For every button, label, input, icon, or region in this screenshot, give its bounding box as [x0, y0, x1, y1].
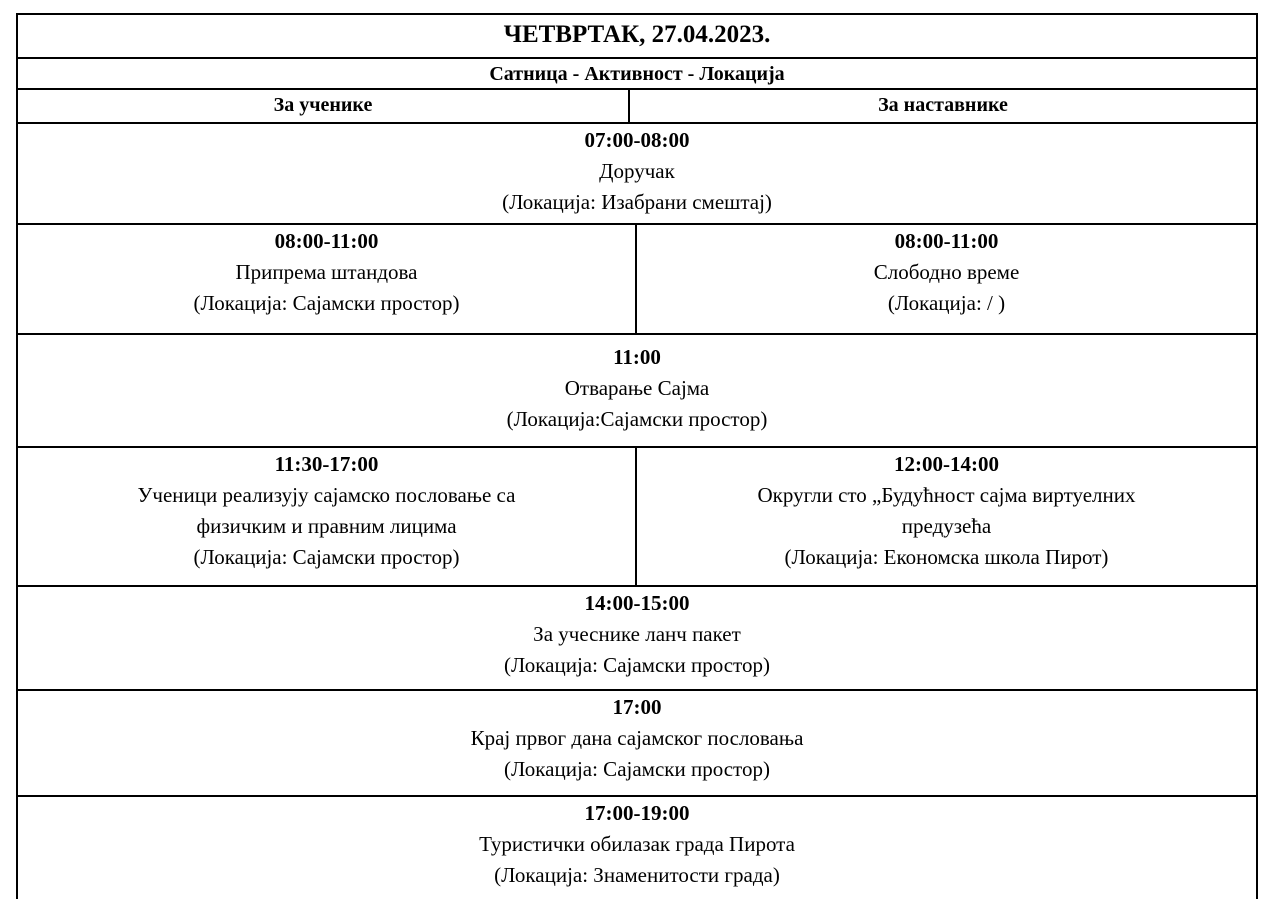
schedule-cell	[18, 797, 1256, 901]
location-text: (Локација: Економска школа Пирот)	[784, 545, 1109, 569]
location-text: (Локација: Сајамски простор)	[193, 545, 460, 569]
location-text: (Локација: Сајамски простор)	[504, 757, 770, 781]
schedule-cell	[18, 587, 1256, 689]
location-text: (Локација: Сајамски простор)	[504, 653, 770, 677]
schedule-row	[18, 124, 1256, 225]
column-header-row	[18, 90, 1256, 124]
schedule-row-split	[18, 448, 1256, 587]
activity-text-line2: предузећа	[901, 514, 992, 538]
subtitle-row	[18, 59, 1256, 90]
time-slot: 17:00-19:00	[584, 801, 690, 825]
time-slot: 11:30-17:00	[274, 452, 379, 476]
time-slot: 11:00	[613, 345, 661, 369]
schedule-row	[18, 691, 1256, 797]
schedule-row	[18, 587, 1256, 691]
teachers-cell	[637, 448, 1256, 585]
activity-text: Туристички обилазак града Пирота	[479, 832, 795, 856]
activity-text: За учеснике ланч пакет	[533, 622, 741, 646]
activity-text-line1: Ученици реализују сајамско пословање са	[137, 483, 516, 507]
column-header-teachers-label: За наставнике	[878, 94, 1008, 116]
title-cell	[18, 15, 1256, 57]
schedule-row	[18, 797, 1256, 901]
time-slot: 14:00-15:00	[584, 591, 690, 615]
page-title: ЧЕТВРТАК, 27.04.2023.	[503, 21, 771, 48]
location-text: (Локација: Сајамски простор)	[193, 291, 460, 315]
time-slot: 07:00-08:00	[584, 128, 690, 152]
schedule-table	[16, 13, 1258, 899]
column-header-students	[18, 90, 630, 122]
location-text: (Локација: Изабрани смештај)	[502, 190, 772, 214]
schedule-cell	[18, 691, 1256, 795]
time-slot: 17:00	[612, 695, 662, 719]
activity-text: Отварање Сајма	[564, 376, 710, 400]
location-text: (Локација: / )	[887, 291, 1006, 315]
activity-text-line2: физичким и правним лицима	[196, 514, 457, 538]
column-header-teachers	[630, 90, 1256, 122]
activity-text: Крај првог дана сајамског пословања	[470, 726, 804, 750]
location-text: (Локација: Знаменитости града)	[494, 863, 780, 887]
schedule-row	[18, 335, 1256, 448]
table-subtitle: Сатница - Активност - Локација	[489, 63, 785, 85]
time-slot: 08:00-11:00	[894, 229, 999, 253]
location-text: (Локација:Сајамски простор)	[506, 407, 768, 431]
schedule-cell	[18, 335, 1256, 446]
title-row	[18, 15, 1256, 59]
teachers-cell	[637, 225, 1256, 333]
students-cell	[18, 225, 637, 333]
activity-text: Припрема штандова	[235, 260, 418, 284]
activity-text: Слободно време	[873, 260, 1020, 284]
column-header-students-label: За ученике	[273, 94, 373, 116]
time-slot: 12:00-14:00	[894, 452, 999, 476]
students-cell	[18, 448, 637, 585]
activity-text-line1: Округли сто „Будућност сајма виртуелних	[757, 483, 1136, 507]
subtitle-cell	[18, 59, 1256, 88]
schedule-cell	[18, 124, 1256, 223]
time-slot: 08:00-11:00	[274, 229, 379, 253]
activity-text: Доручак	[599, 159, 675, 183]
schedule-row-split	[18, 225, 1256, 335]
